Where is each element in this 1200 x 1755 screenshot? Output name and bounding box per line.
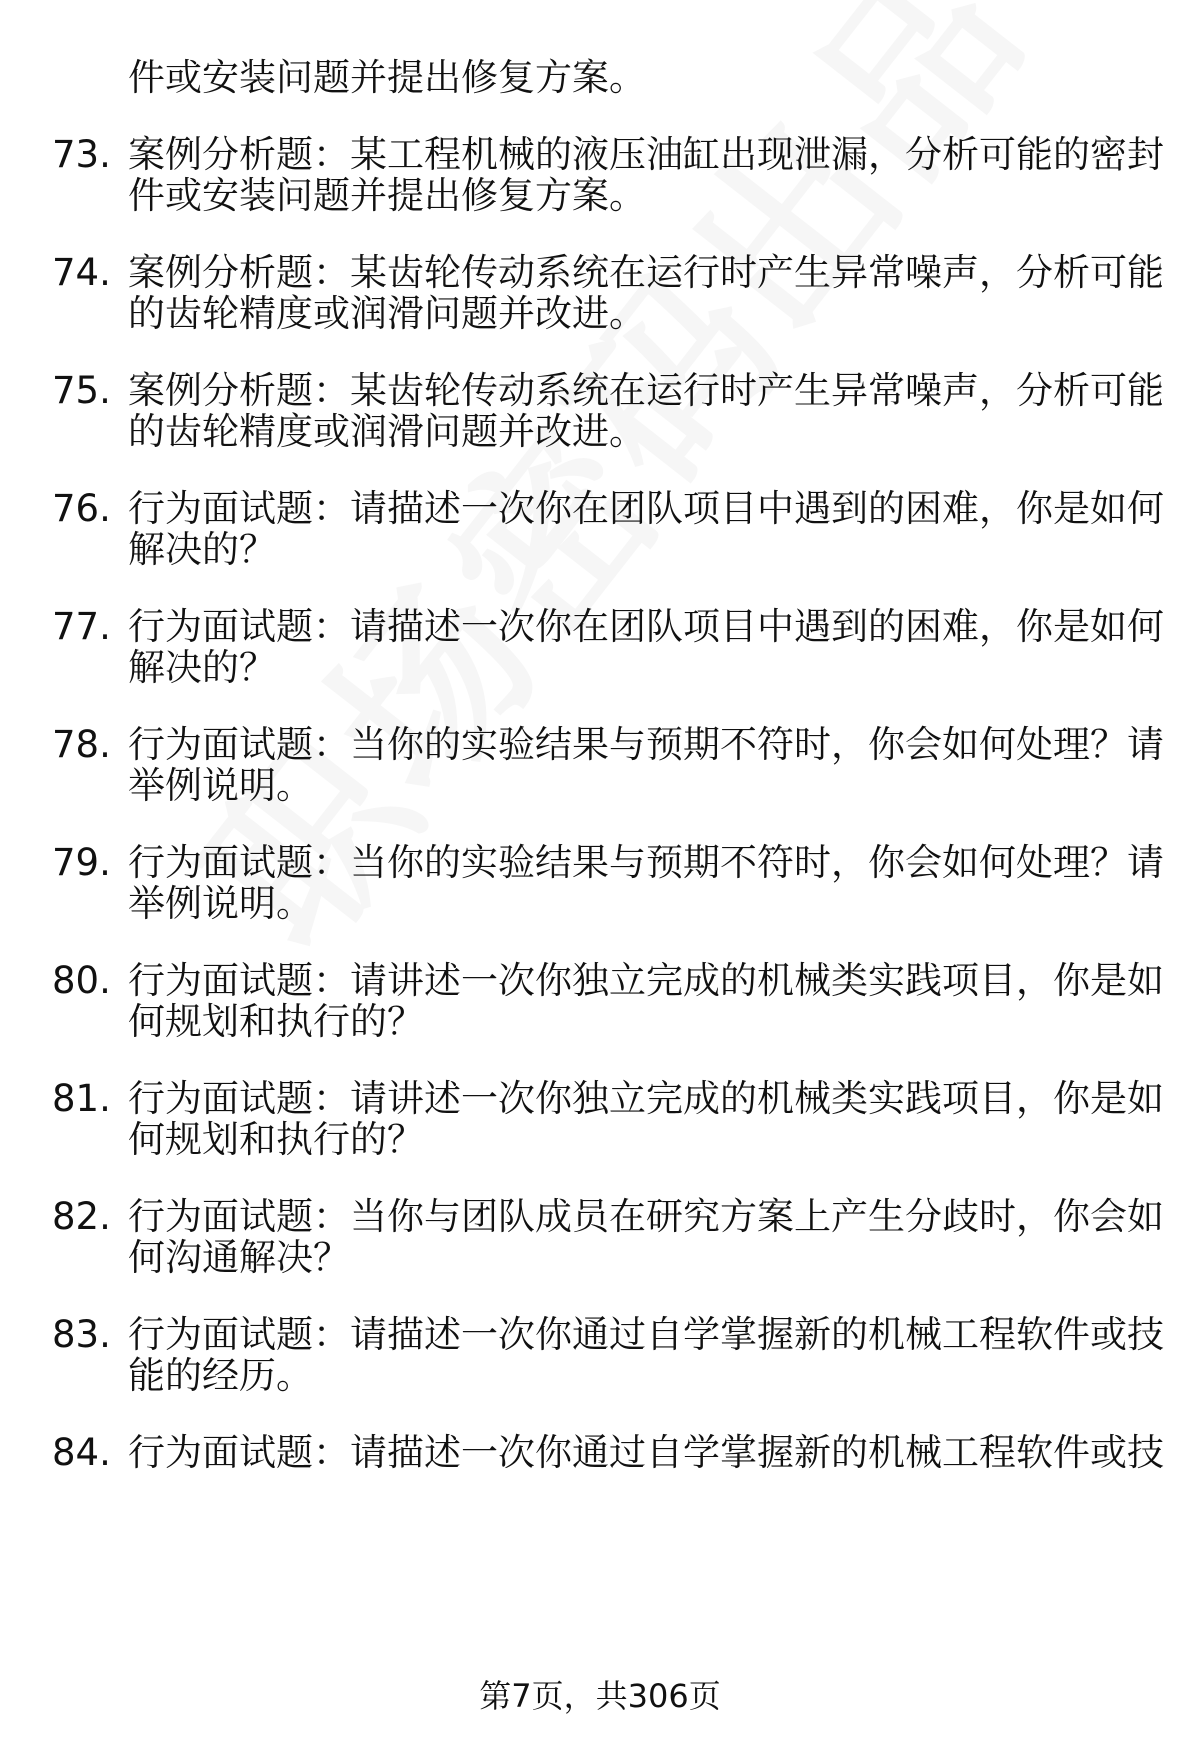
question-number: 81.: [52, 1077, 111, 1120]
question-line: 何沟通解决？: [128, 1236, 350, 1279]
question-line: 举例说明。: [128, 764, 313, 807]
question-line: 案例分析题：某齿轮传动系统在运行时产生异常噪声，分析可能: [128, 251, 1164, 294]
question-line: 的齿轮精度或润滑问题并改进。: [128, 410, 646, 453]
question-line: 行为面试题：请描述一次你在团队项目中遇到的困难，你是如何: [128, 487, 1164, 530]
question-number: 76.: [52, 487, 111, 530]
question-line: 件或安装问题并提出修复方案。: [128, 56, 646, 99]
question-line: 行为面试题：请描述一次你在团队项目中遇到的困难，你是如何: [128, 605, 1164, 648]
question-line: 何规划和执行的？: [128, 1118, 424, 1161]
question-line: 解决的？: [128, 528, 276, 571]
question-line: 行为面试题：请描述一次你通过自学掌握新的机械工程软件或技: [128, 1313, 1164, 1356]
question-line: 件或安装问题并提出修复方案。: [128, 174, 646, 217]
question-number: 83.: [52, 1313, 111, 1356]
question-line: 的齿轮精度或润滑问题并改进。: [128, 292, 646, 335]
question-line: 解决的？: [128, 646, 276, 689]
question-line: 行为面试题：当你的实验结果与预期不符时，你会如何处理？请: [128, 841, 1164, 884]
question-line: 案例分析题：某工程机械的液压油缸出现泄漏，分析可能的密封: [128, 133, 1164, 176]
question-number: 80.: [52, 959, 111, 1002]
page-footer: 第7页，共306页: [479, 1677, 721, 1715]
question-number: 82.: [52, 1195, 111, 1238]
question-number: 74.: [52, 251, 111, 294]
question-number: 79.: [52, 841, 111, 884]
question-number: 84.: [52, 1431, 111, 1474]
question-line: 能的经历。: [128, 1354, 313, 1397]
question-number: 78.: [52, 723, 111, 766]
question-line: 行为面试题：请讲述一次你独立完成的机械类实践项目，你是如: [128, 1077, 1164, 1120]
question-line: 案例分析题：某齿轮传动系统在运行时产生异常噪声，分析可能: [128, 369, 1164, 412]
question-number: 73.: [52, 133, 111, 176]
question-number: 77.: [52, 605, 111, 648]
question-line: 行为面试题：请讲述一次你独立完成的机械类实践项目，你是如: [128, 959, 1164, 1002]
question-line: 举例说明。: [128, 882, 313, 925]
question-line: 行为面试题：请描述一次你通过自学掌握新的机械工程软件或技: [128, 1431, 1164, 1474]
question-line: 行为面试题：当你的实验结果与预期不符时，你会如何处理？请: [128, 723, 1164, 766]
question-line: 行为面试题：当你与团队成员在研究方案上产生分歧时，你会如: [128, 1195, 1164, 1238]
question-number: 75.: [52, 369, 111, 412]
question-line: 何规划和执行的？: [128, 1000, 424, 1043]
